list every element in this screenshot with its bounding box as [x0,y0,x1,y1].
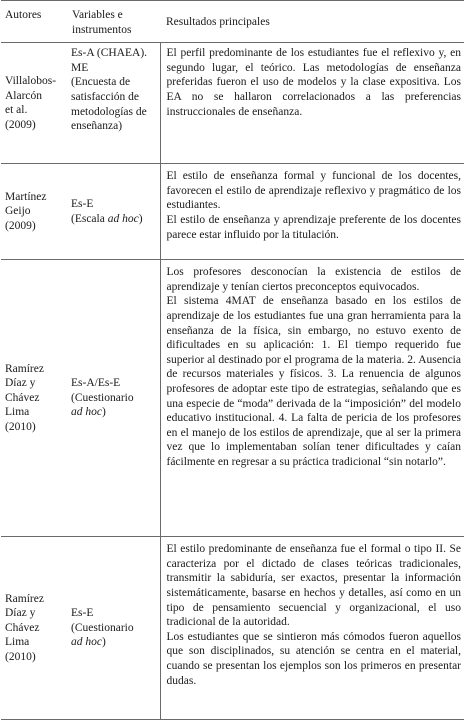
variables-line: metodologías de [71,105,147,118]
author-line: (2010) [5,651,36,664]
result-paragraph: El estilo de enseñanza y aprendizaje preferente de los docentes parece estar influido por la titulación. [166,213,461,241]
variables-instrument: (Cuestionario [71,621,134,634]
table-row [1,164,464,260]
variables-main: Es-A/Es-E [71,377,121,390]
variables-main: Es-E [71,198,94,211]
header-variables-line: Variables e [72,9,123,21]
variables-main: Es-E [71,607,94,620]
results-cell [160,43,464,164]
author-line: (2009) [5,118,36,131]
table-row [1,537,464,720]
header-variables-line: instrumentos [72,23,132,36]
author-cell [1,43,68,164]
author-line: (2010) [5,421,36,434]
table-row [1,43,464,164]
author-line: Martínez [5,190,47,203]
result-paragraph: El estilo de enseñanza formal y funcional de los docentes, favorecen el estilo de aprendizaje reflexivo y pragmático de los estudiantes. [166,170,461,212]
variables-cell [68,260,160,537]
results-cell [160,164,464,260]
result-paragraph: Los profesores desconocían la existencia de estilos de aprendizaje y tenían ciertos preconceptos equivocados. [166,266,461,293]
author-line: Díaz y [5,377,36,390]
table-header-row [1,1,464,43]
author-line: Lima [5,636,30,649]
header-authors: Autores [1,1,68,43]
variables-instrument: (Escala ad hoc) [71,212,143,225]
variables-line: (Encuesta de [71,76,131,89]
author-line: Chávez [5,391,40,404]
author-line: Alarcón [5,89,43,102]
author-line: (2009) [5,219,36,232]
author-line: Chávez [5,621,40,634]
result-paragraph: Los estudiantes que se sintieron más cómodos fueron aquellos que son disciplinados, su atención se centra en el material, cuando se presentan los ejemplos son los primeros en presentar dudas. [166,630,461,687]
author-line: Villalobos- [5,75,57,87]
author-line: Ramírez [5,592,44,605]
result-paragraph: El perfil predominante de los estudiantes fue el reflexivo y, en segundo lugar, el teórico. Las metodologías de enseñanza preferidas fueron el uso de modelos y la clase expositiva. Los EA no se hallaron correlacionados a las preferencias instruccionales de enseñanza. [166,47,461,118]
author-cell [1,260,68,537]
result-paragraph: El sistema 4MAT de enseñanza basado en los estilos de aprendizaje de los estudiantes fue una gran herramienta para la enseñanza de la física, sin embargo, no estuvo exento de dificultades en su aplicación: 1. El tiempo requerido fue superior al destinado por el programa de la materia. 2. Ausencia de recursos materiales y físicos. 3. La renuencia de algunos profesores de adoptar este tipo de estrategias, señalando que es una especie de “moda” derivada de la “imposición” del modelo educativo institucional. 4. La falta de pericia de los profesores en el manejo de los estilos de aprendizaje, que al ser la primera vez que lo implementaban solían tener dificultades y caían fácilmente en regresar a su práctica tradicional “sin notarlo”. [166,295,461,468]
author-cell [1,537,68,720]
header-results: Resultados principales [160,1,464,43]
results-cell [160,537,464,720]
author-line: Díaz y [5,607,36,620]
variables-cell [68,164,160,260]
table-row [1,260,464,537]
variables-line: Es-A (CHAEA). [71,47,148,60]
variables-instrument-detail: ad hoc) [71,406,106,419]
author-line: Ramírez [5,362,44,375]
author-line: Geijo [5,205,31,218]
author-cell [1,164,68,260]
variables-instrument-detail: ad hoc) [71,636,106,649]
author-line: Lima [5,406,30,419]
author-line: et al. [5,104,28,117]
result-paragraph: El estilo predominante de enseñanza fue el formal o tipo II. Se caracteriza por el dictado de clases teóricas tradicionales, transmitir la sabiduría, ser exactos, presentar la información sistemáticamente, basarse en hechos y detalles, así como en un tipo de pensamiento secuencial y organizacional, el uso tradicional de la autoridad. [166,543,461,629]
results-cell [160,260,464,537]
header-variables [68,1,160,43]
variables-cell [68,537,160,720]
variables-line: satisfacción de [71,90,140,103]
variables-instrument: (Cuestionario [71,391,134,404]
results-table [1,0,464,720]
variables-line: enseñanza) [71,120,123,133]
variables-cell [68,43,160,164]
variables-line: ME [71,61,89,74]
